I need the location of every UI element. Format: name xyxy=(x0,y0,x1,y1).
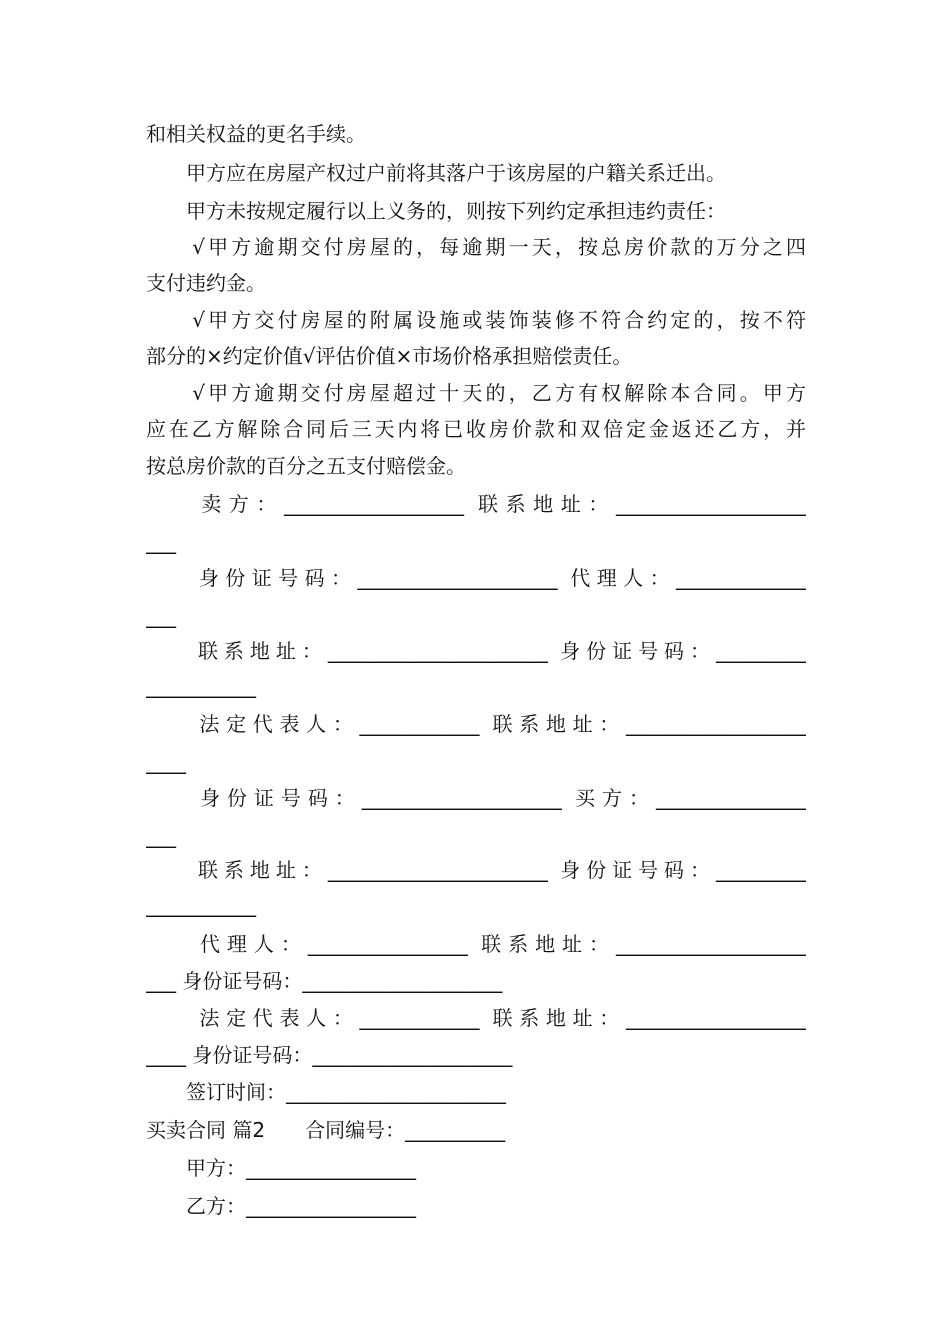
buyer-line: 身份证号码：____________________ 买方：_______________ xyxy=(146,786,806,810)
buyer-agent-line: 代理人：________________ 联系地址：___________________ xyxy=(146,932,806,956)
text-line: 甲方未按规定履行以上义务的，则按下列约定承担违约责任： xyxy=(146,199,726,223)
agent-address-line: 联系地址：______________________ 身份证号码：_________ xyxy=(146,639,806,663)
buyer-legal-rep-line: 法定代表人：____________ 联系地址：__________________ xyxy=(146,1006,806,1030)
text-line: ___________ xyxy=(146,674,256,698)
text-line: 甲方应在房屋产权过户前将其落户于该房屋的户籍关系迁出。 xyxy=(146,161,726,185)
text-line: 按总房价款的百分之五支付赔偿金。 xyxy=(146,454,466,478)
text-line: 应在乙方解除合同后三天内将已收房价款和双倍定金返还乙方，并 xyxy=(146,417,806,441)
seller-id-line: 身份证号码：____________________ 代理人：_____________ xyxy=(146,566,806,590)
legal-rep-line: 法定代表人：____________ 联系地址：__________________ xyxy=(146,712,806,736)
seller-line: 卖方：__________________ 联系地址：___________________ xyxy=(146,492,806,516)
text-line: 支付违约金。 xyxy=(146,271,266,295)
text-line: 部分的×约定价值√评估价值×市场价格承担赔偿责任。 xyxy=(146,344,633,368)
text-line: √甲方逾期交付房屋的，每逾期一天，按总房价款的万分之四 xyxy=(146,235,806,259)
text-line: ____ xyxy=(146,750,186,774)
text-line: ___ xyxy=(146,824,176,848)
text-line: ___ 身份证号码：____________________ xyxy=(146,969,503,993)
text-line: 和相关权益的更名手续。 xyxy=(146,122,366,146)
text-line: ___ xyxy=(146,530,176,554)
party-a-line: 甲方：_________________ xyxy=(146,1156,416,1180)
sign-date-line: 签订时间：______________________ xyxy=(146,1080,506,1104)
buyer-address-line: 联系地址：______________________ 身份证号码：_________ xyxy=(146,858,806,882)
text-line: ___ xyxy=(146,604,176,628)
party-b-line: 乙方：_________________ xyxy=(146,1194,416,1218)
text-line: √甲方交付房屋的附属设施或装饰装修不符合约定的，按不符 xyxy=(146,308,806,332)
text-line: ____ 身份证号码：____________________ xyxy=(146,1043,513,1067)
contract-heading-line: 买卖合同 篇2 合同编号：__________ xyxy=(146,1118,506,1142)
text-line: √甲方逾期交付房屋超过十天的，乙方有权解除本合同。甲方 xyxy=(146,381,806,405)
text-line: ___________ xyxy=(146,893,256,917)
